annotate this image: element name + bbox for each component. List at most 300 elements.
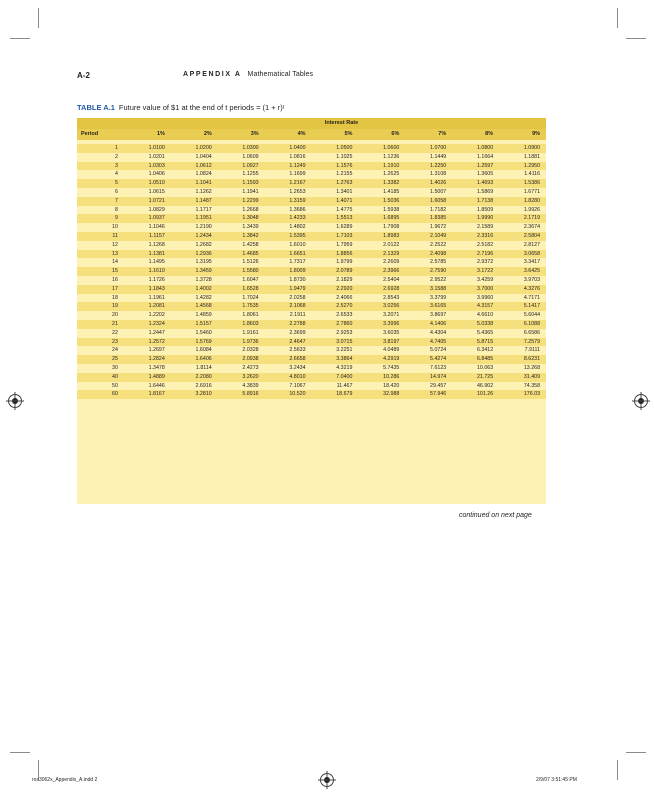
value-cell: 1.8114 (195, 364, 212, 371)
value-cell: 1.1255 (242, 171, 259, 178)
value-cell: 1.7103 (336, 232, 353, 239)
value-cell: 5.8715 (476, 338, 494, 345)
value-cell: 4.3157 (476, 303, 494, 310)
value-cell: 2.6658 (289, 356, 306, 363)
value-cell: 1.9161 (242, 329, 259, 336)
future-value-table (77, 118, 546, 504)
value-cell: 1.2299 (242, 197, 259, 204)
value-cell: 1.4568 (195, 303, 212, 310)
period-cell: 19 (112, 303, 118, 310)
table-row (77, 285, 546, 294)
value-cell: 2.1829 (336, 276, 353, 283)
value-cell: 4.4304 (430, 329, 447, 336)
value-cell: 4.7171 (523, 294, 541, 301)
period-cell: 15 (112, 268, 118, 275)
table-row (77, 355, 546, 364)
value-cell: 1.0600 (383, 145, 400, 151)
value-cell: 1.6289 (336, 224, 353, 231)
period-cell: 13 (112, 250, 118, 257)
value-cell: 3.2810 (195, 391, 212, 398)
value-cell: 1.6047 (242, 276, 259, 283)
value-cell: 1.3605 (476, 171, 494, 178)
value-cell: 1.4802 (289, 224, 306, 231)
value-cell: 6.3412 (476, 347, 494, 354)
value-cell: 3.1722 (476, 268, 494, 275)
value-cell: 1.0500 (336, 145, 353, 151)
value-cell: 2.0789 (336, 268, 353, 275)
value-cell: 1.5157 (195, 320, 212, 327)
value-cell: 21.725 (476, 373, 494, 380)
value-cell: 1.1046 (148, 224, 165, 231)
value-cell: 1.6446 (148, 382, 165, 389)
value-cell: 3.9703 (523, 276, 541, 283)
value-cell: 1.8983 (383, 232, 400, 239)
value-cell: 5.4365 (476, 329, 494, 336)
value-cell: 1.1717 (195, 206, 212, 213)
value-cell: 1.2697 (148, 347, 165, 354)
value-cell: 1.1268 (148, 241, 165, 248)
value-cell: 1.1025 (336, 153, 353, 160)
value-cell: 1.1449 (430, 153, 447, 160)
value-cell: 7.0400 (336, 373, 353, 380)
value-cell: 1.8856 (336, 250, 353, 257)
column-header-rate: 9% (532, 131, 541, 137)
value-cell: 1.3478 (148, 364, 165, 371)
value-cell: 7.2579 (523, 338, 541, 345)
value-cell: 1.1881 (523, 153, 541, 160)
period-cell: 2 (114, 153, 118, 160)
value-cell: 1.3459 (195, 268, 212, 275)
period-cell: 4 (114, 171, 118, 178)
value-cell: 1.2950 (523, 162, 541, 169)
value-cell: 1.7959 (336, 241, 353, 248)
registration-mark-icon (634, 394, 648, 408)
value-cell: 2.5404 (383, 276, 400, 283)
value-cell: 1.4282 (195, 294, 212, 301)
value-cell: 1.6528 (242, 285, 259, 292)
value-cell: 1.3195 (195, 259, 212, 266)
value-cell: 6.1088 (523, 320, 541, 327)
period-cell: 21 (112, 320, 118, 327)
table-row (77, 162, 546, 171)
value-cell: 7.9111 (524, 347, 541, 354)
value-cell: 1.5036 (383, 197, 400, 204)
value-cell: 1.1951 (195, 215, 212, 222)
value-cell: 3.3799 (430, 294, 447, 301)
value-cell: 3.6425 (523, 268, 541, 275)
registration-mark-icon (320, 773, 334, 787)
value-cell: 3.0715 (336, 338, 353, 345)
value-cell: 1.0612 (195, 162, 212, 169)
value-cell: 7.6123 (430, 364, 447, 371)
value-cell: 1.7317 (289, 259, 306, 266)
crop-mark (617, 8, 618, 28)
table-row (77, 170, 546, 179)
value-cell: 2.3316 (476, 232, 494, 239)
value-cell: 1.2250 (430, 162, 447, 169)
value-cell: 3.4259 (476, 276, 494, 283)
registration-mark-icon (8, 394, 22, 408)
value-cell: 7.1067 (289, 382, 306, 389)
value-cell: 1.6058 (430, 197, 447, 204)
value-cell: 1.4258 (242, 241, 259, 248)
value-cell: 1.5580 (242, 268, 259, 275)
value-cell: 1.5460 (195, 329, 212, 336)
value-cell: 18.679 (336, 391, 353, 398)
value-cell: 1.1910 (383, 162, 400, 169)
value-cell: 1.9926 (523, 206, 541, 213)
value-cell: 5.8916 (242, 391, 259, 398)
period-cell: 22 (112, 329, 118, 336)
value-cell: 1.0100 (148, 145, 165, 151)
value-cell: 5.4274 (430, 356, 447, 363)
value-cell: 1.4233 (289, 215, 306, 222)
value-cell: 1.2447 (148, 329, 165, 336)
table-row (77, 250, 546, 259)
value-cell: 2.2080 (195, 373, 212, 380)
value-cell: 2.4066 (336, 294, 353, 301)
value-cell: 2.7860 (336, 320, 353, 327)
value-cell: 1.3048 (242, 215, 259, 222)
period-cell: 1 (114, 145, 118, 151)
value-cell: 1.2763 (336, 180, 353, 187)
value-cell: 1.5126 (242, 259, 259, 266)
value-cell: 2.1589 (476, 224, 494, 231)
value-cell: 3.2251 (336, 347, 353, 354)
value-cell: 1.0721 (148, 197, 165, 204)
period-cell: 25 (112, 356, 118, 363)
value-cell: 1.6010 (289, 241, 306, 248)
value-cell: 1.5869 (476, 188, 494, 195)
file-slug: ros3062x_Appendix_A.indd 2 (32, 777, 98, 783)
value-cell: 5.7435 (383, 364, 400, 371)
value-cell: 4.2919 (383, 356, 400, 363)
value-cell: 3.9960 (476, 294, 494, 301)
value-cell: 3.7000 (476, 285, 494, 292)
value-cell: 1.3159 (289, 197, 306, 204)
value-cell: 1.9736 (242, 338, 259, 345)
period-cell: 17 (112, 285, 118, 292)
value-cell: 3.8697 (430, 312, 447, 319)
value-cell: 1.0615 (148, 188, 165, 195)
value-cell: 3.3417 (523, 259, 541, 266)
table-row (77, 364, 546, 373)
crop-mark (10, 752, 30, 753)
value-cell: 1.2597 (476, 162, 494, 169)
value-cell: 1.3842 (242, 232, 259, 239)
value-cell: 1.4889 (148, 373, 165, 380)
value-cell: 1.2167 (289, 180, 306, 187)
value-cell: 5.6044 (523, 312, 541, 319)
value-cell: 101.26 (476, 391, 494, 398)
value-cell: 1.1593 (242, 180, 259, 187)
timestamp-slug: 2/9/07 3:51:45 PM (536, 777, 577, 783)
value-cell: 2.1049 (430, 232, 447, 239)
value-cell: 2.7590 (430, 268, 447, 275)
value-cell: 1.0201 (148, 153, 165, 160)
value-cell: 1.0303 (148, 162, 165, 169)
value-cell: 10.520 (289, 391, 306, 398)
value-cell: 2.9253 (336, 329, 353, 336)
value-cell: 1.8061 (242, 312, 259, 319)
period-cell: 40 (112, 373, 118, 380)
value-cell: 2.5270 (336, 303, 353, 310)
value-cell: 4.1406 (430, 320, 447, 327)
period-cell: 50 (112, 382, 118, 389)
value-cell: 2.3966 (383, 268, 400, 275)
value-cell: 1.8167 (148, 391, 165, 398)
period-cell: 3 (114, 162, 118, 169)
value-cell: 1.1961 (148, 294, 165, 301)
value-cell: 2.2788 (289, 320, 306, 327)
value-cell: 5.0338 (476, 320, 494, 327)
value-cell: 1.1610 (148, 268, 165, 275)
value-cell: 2.0258 (289, 294, 306, 301)
value-cell: 1.0927 (242, 162, 259, 169)
value-cell: 1.3382 (383, 180, 400, 187)
value-cell: 14.974 (430, 373, 447, 380)
value-cell: 4.0489 (383, 347, 400, 354)
table-row (77, 302, 546, 311)
value-cell: 1.4859 (195, 312, 212, 319)
value-cell: 176.03 (523, 391, 541, 398)
period-cell: 7 (114, 197, 118, 204)
value-cell: 11.467 (336, 382, 353, 389)
period-cell: 30 (112, 364, 118, 371)
column-header-rate: 2% (203, 131, 212, 137)
value-cell: 3.0658 (523, 250, 541, 257)
period-cell: 10 (112, 224, 118, 231)
value-cell: 1.8730 (289, 276, 306, 283)
crop-mark (38, 8, 39, 28)
table-row (77, 144, 546, 153)
column-header-rate: 8% (485, 131, 494, 137)
period-cell: 5 (114, 180, 118, 187)
value-cell: 4.7405 (430, 338, 447, 345)
value-cell: 2.2920 (336, 285, 353, 292)
column-header-rate: 6% (391, 131, 400, 137)
value-cell: 1.6406 (195, 356, 212, 363)
value-cell: 1.0824 (195, 171, 212, 178)
period-cell: 6 (114, 188, 118, 195)
crop-mark (626, 38, 646, 39)
value-cell: 3.3864 (336, 356, 353, 363)
value-cell: 2.5633 (289, 347, 306, 354)
table-row (77, 241, 546, 250)
value-cell: 2.1068 (289, 303, 306, 310)
value-cell: 2.9522 (430, 276, 447, 283)
value-cell: 1.3728 (195, 276, 212, 283)
value-cell: 2.2609 (383, 259, 400, 266)
value-cell: 1.2434 (195, 232, 212, 239)
value-cell: 1.9672 (430, 224, 447, 231)
value-cell: 1.3401 (336, 188, 353, 195)
value-cell: 2.7196 (476, 250, 494, 257)
period-cell: 11 (112, 232, 118, 239)
crop-mark (626, 752, 646, 753)
value-cell: 2.2522 (430, 241, 447, 248)
value-cell: 3.2071 (383, 312, 400, 319)
value-cell: 46.902 (476, 382, 494, 389)
value-cell: 1.0800 (476, 145, 494, 151)
value-cell: 1.4002 (195, 285, 212, 292)
value-cell: 1.4071 (336, 197, 353, 204)
period-cell: 60 (112, 391, 118, 398)
value-cell: 1.0510 (148, 180, 165, 187)
value-cell: 2.1329 (383, 250, 400, 257)
value-cell: 4.3839 (242, 382, 259, 389)
value-cell: 2.4273 (242, 364, 259, 371)
continued-note: continued on next page (459, 512, 532, 519)
value-cell: 3.3996 (383, 320, 400, 327)
value-cell: 1.0300 (242, 145, 259, 151)
value-cell: 3.2434 (289, 364, 306, 371)
value-cell: 1.8509 (476, 206, 494, 213)
value-cell: 1.1726 (148, 276, 165, 283)
value-cell: 1.1249 (289, 162, 306, 169)
value-cell: 1.2572 (148, 338, 165, 345)
value-cell: 2.5785 (430, 259, 447, 266)
value-cell: 1.5395 (289, 232, 306, 239)
value-cell: 2.1911 (289, 312, 306, 319)
value-cell: 8.6231 (523, 356, 541, 363)
value-cell: 1.7024 (242, 294, 259, 301)
period-cell: 16 (112, 276, 118, 283)
value-cell: 1.7182 (430, 206, 447, 213)
table-row (77, 232, 546, 241)
value-cell: 1.8009 (289, 268, 306, 275)
value-cell: 57.946 (430, 391, 447, 398)
value-cell: 1.0816 (289, 153, 306, 160)
value-cell: 1.5513 (336, 215, 353, 222)
value-cell: 1.4693 (476, 180, 494, 187)
value-cell: 1.4685 (242, 250, 259, 257)
value-cell: 1.5938 (383, 206, 400, 213)
value-cell: 1.4185 (383, 188, 400, 195)
table-caption-text: Future value of $1 at the end of t periods = (1 + r)ᵗ (118, 103, 285, 112)
value-cell: 1.8603 (242, 320, 259, 327)
table-row (77, 188, 546, 197)
table-row (77, 267, 546, 276)
column-header-rate: 3% (250, 131, 259, 137)
value-cell: 2.5804 (523, 232, 541, 239)
value-cell: 1.2202 (148, 312, 165, 319)
value-cell: 2.0122 (383, 241, 400, 248)
column-header-rate: 7% (438, 131, 447, 137)
table-row (77, 311, 546, 320)
value-cell: 1.9799 (336, 259, 353, 266)
table-row (77, 373, 546, 382)
value-cell: 1.0937 (148, 215, 165, 222)
table-row (77, 329, 546, 338)
column-header-period: Period (81, 131, 99, 137)
table-row (77, 276, 546, 285)
table-label: TABLE A.1 (77, 103, 115, 112)
column-header-rate: 4% (297, 131, 306, 137)
crop-mark (10, 38, 30, 39)
running-head (183, 71, 313, 78)
value-cell: 1.0829 (148, 206, 165, 213)
period-cell: 18 (112, 294, 118, 301)
table-row (77, 197, 546, 206)
period-cell: 23 (112, 338, 118, 345)
value-cell: 1.1262 (195, 188, 212, 195)
value-cell: 1.1941 (242, 188, 259, 195)
table-row (77, 258, 546, 267)
value-cell: 1.6084 (195, 347, 212, 354)
value-cell: 1.7535 (242, 303, 259, 310)
value-cell: 1.0400 (289, 145, 306, 151)
value-cell: 2.0328 (242, 347, 259, 354)
value-cell: 1.0404 (195, 153, 212, 160)
table-row (77, 294, 546, 303)
value-cell: 3.1588 (430, 285, 447, 292)
value-cell: 1.2081 (148, 303, 165, 310)
value-cell: 18.420 (383, 382, 400, 389)
interest-rate-header: Interest Rate (77, 118, 546, 129)
value-cell: 1.1699 (289, 171, 306, 178)
value-cell: 2.5182 (476, 241, 494, 248)
value-cell: 1.0406 (148, 171, 165, 178)
section-title: Mathematical Tables (247, 71, 314, 78)
value-cell: 1.1487 (195, 197, 212, 204)
table-row (77, 390, 546, 399)
value-cell: 10.063 (476, 364, 494, 371)
period-cell: 8 (114, 206, 118, 213)
value-cell: 1.1236 (383, 153, 400, 160)
crop-mark (617, 760, 618, 780)
value-cell: 2.8127 (523, 241, 541, 248)
value-cell: 2.1719 (523, 215, 541, 222)
value-cell: 1.0609 (242, 153, 259, 160)
period-cell: 20 (112, 312, 118, 319)
value-cell: 1.1843 (148, 285, 165, 292)
value-cell: 2.0938 (242, 356, 259, 363)
value-cell: 10.286 (383, 373, 400, 380)
table-body (77, 140, 546, 399)
table-row (77, 223, 546, 232)
value-cell: 3.6035 (383, 329, 400, 336)
value-cell: 1.2190 (195, 224, 212, 231)
value-cell: 1.9479 (289, 285, 306, 292)
page-number: A-2 (77, 71, 90, 80)
value-cell: 4.6610 (476, 312, 494, 319)
column-header-row (77, 129, 546, 140)
value-cell: 1.2324 (148, 320, 165, 327)
value-cell: 1.3108 (430, 171, 447, 178)
value-cell: 4.3219 (336, 364, 353, 371)
value-cell: 1.7138 (476, 197, 494, 204)
value-cell: 32.988 (383, 391, 400, 398)
table-row (77, 346, 546, 355)
period-cell: 14 (112, 259, 118, 266)
value-cell: 4.3276 (523, 285, 541, 292)
value-cell: 1.0200 (195, 145, 212, 151)
table-row (77, 338, 546, 347)
table-row (77, 382, 546, 391)
value-cell: 1.5769 (195, 338, 212, 345)
period-cell: 12 (112, 241, 118, 248)
value-cell: 1.2668 (242, 206, 259, 213)
value-cell: 1.6651 (289, 250, 306, 257)
value-cell: 3.8197 (383, 338, 400, 345)
value-cell: 5.0724 (430, 347, 447, 354)
value-cell: 1.5007 (430, 188, 447, 195)
table-caption (77, 103, 284, 112)
value-cell: 1.4775 (336, 206, 353, 213)
value-cell: 5.1417 (523, 303, 541, 310)
value-cell: 1.2824 (148, 356, 165, 363)
